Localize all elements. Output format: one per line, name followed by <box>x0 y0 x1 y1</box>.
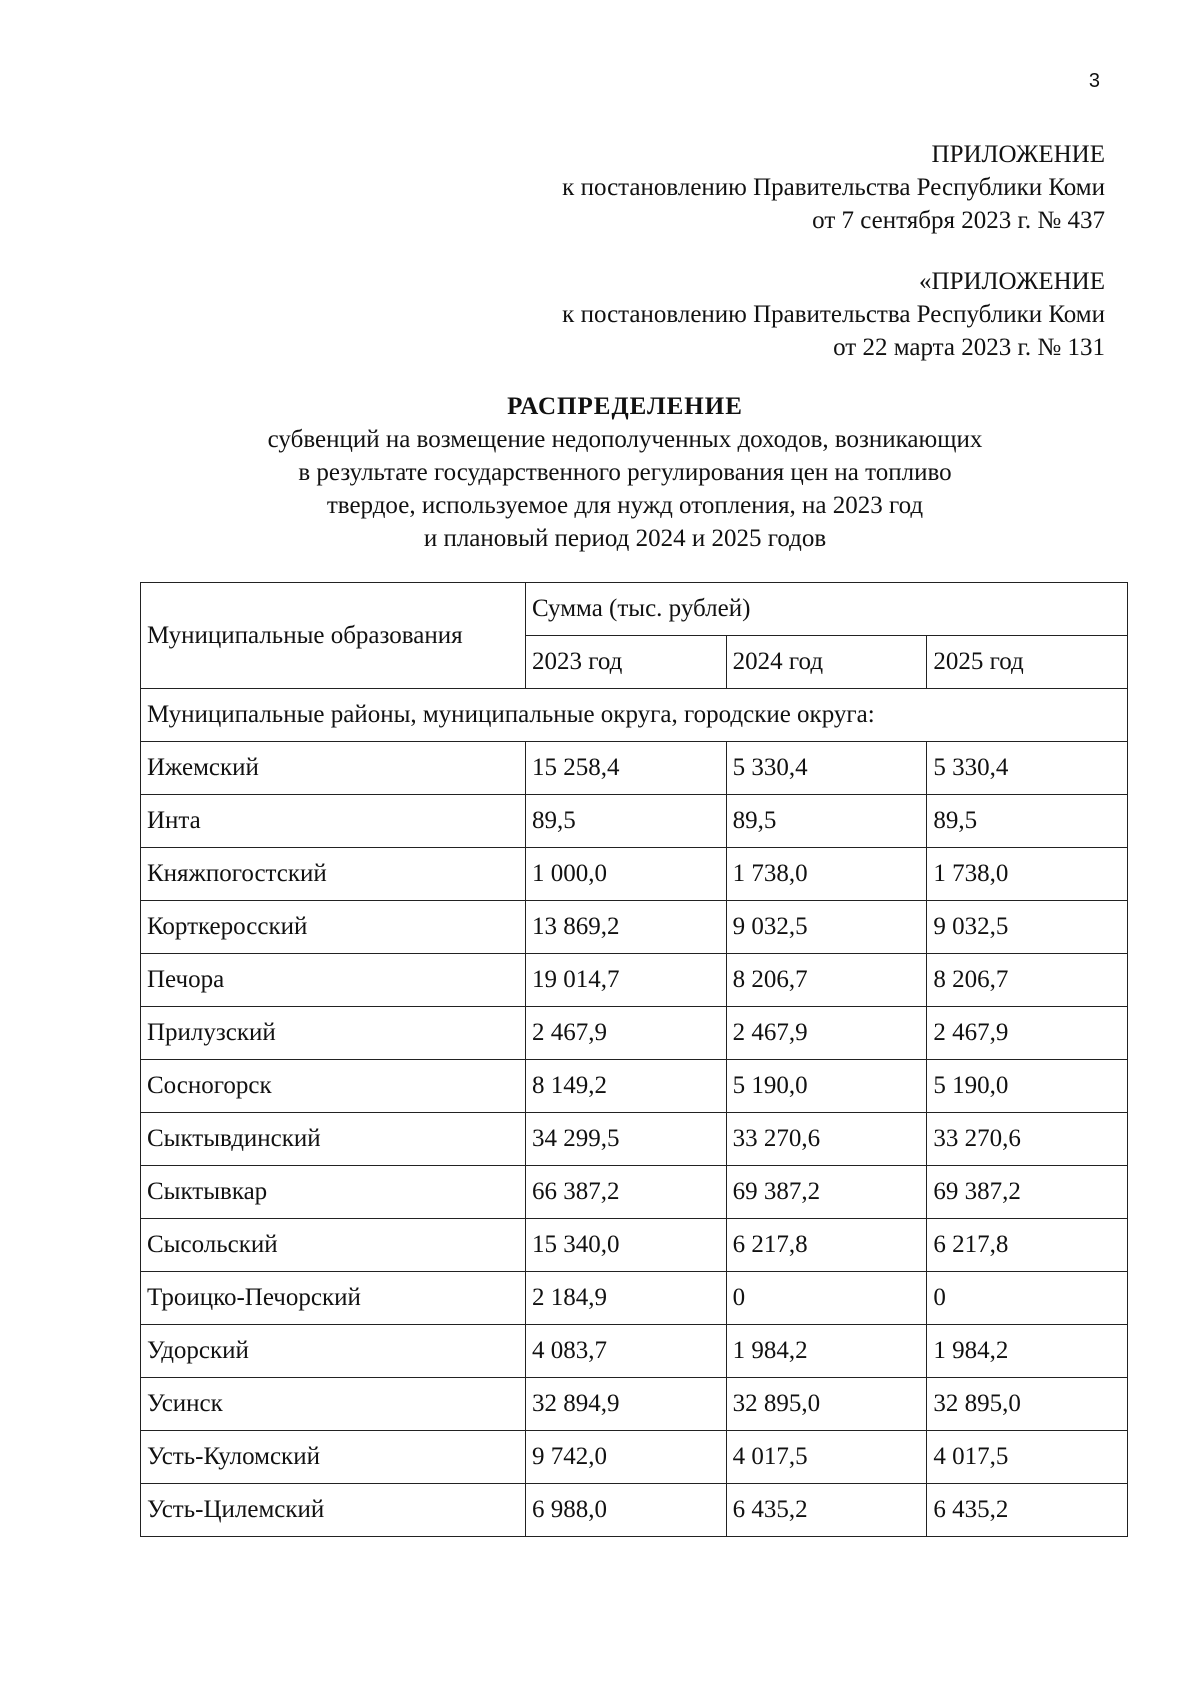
appendix-title: ПРИЛОЖЕНИЕ <box>931 141 1105 168</box>
appendix-title: «ПРИЛОЖЕНИЕ <box>919 268 1105 295</box>
page-number: 3 <box>1088 70 1100 92</box>
municipality-cell: Корткеросский <box>141 901 526 954</box>
table-row <box>141 848 1128 901</box>
value-2023-cell: 19 014,7 <box>526 954 727 1007</box>
document-title-block <box>0 390 1200 555</box>
value-2023-cell: 8 149,2 <box>526 1060 727 1113</box>
value-2024-cell: 5 190,0 <box>726 1060 927 1113</box>
value-2025-cell: 1 738,0 <box>927 848 1128 901</box>
table-row <box>141 795 1128 848</box>
municipality-cell: Усть-Цилемский <box>141 1484 526 1537</box>
value-2024-cell: 9 032,5 <box>726 901 927 954</box>
value-2024-cell: 6 217,8 <box>726 1219 927 1272</box>
value-2025-cell: 9 032,5 <box>927 901 1128 954</box>
table-row <box>141 1166 1128 1219</box>
value-2024-cell: 89,5 <box>726 795 927 848</box>
municipality-cell: Усть-Куломский <box>141 1431 526 1484</box>
document-subtitle-line: в результате государственного регулирования цен на топливо <box>298 459 952 486</box>
value-2023-cell: 1 000,0 <box>526 848 727 901</box>
municipality-cell: Печора <box>141 954 526 1007</box>
document-subtitle-line: твердое, используемое для нужд отопления, на 2023 год <box>326 492 924 519</box>
table-header <box>141 583 1128 689</box>
municipality-cell: Усинск <box>141 1378 526 1431</box>
value-2023-cell: 4 083,7 <box>526 1325 727 1378</box>
value-2023-cell: 34 299,5 <box>526 1113 727 1166</box>
value-2023-cell: 89,5 <box>526 795 727 848</box>
section-label: Муниципальные районы, муниципальные округа, городские округа: <box>141 689 1128 742</box>
appendix-header-amended <box>562 265 1105 364</box>
value-2025-cell: 69 387,2 <box>927 1166 1128 1219</box>
distribution-table <box>140 582 1128 1537</box>
value-2025-cell: 6 217,8 <box>927 1219 1128 1272</box>
value-2023-cell: 15 340,0 <box>526 1219 727 1272</box>
municipality-cell: Сысольский <box>141 1219 526 1272</box>
value-2023-cell: 66 387,2 <box>526 1166 727 1219</box>
table-row <box>141 1378 1128 1431</box>
appendix-date-number: от 22 марта 2023 г. № 131 <box>833 334 1105 361</box>
value-2025-cell: 33 270,6 <box>927 1113 1128 1166</box>
value-2025-cell: 1 984,2 <box>927 1325 1128 1378</box>
value-2025-cell: 6 435,2 <box>927 1484 1128 1537</box>
value-2024-cell: 4 017,5 <box>726 1431 927 1484</box>
municipality-cell: Ижемский <box>141 742 526 795</box>
value-2024-cell: 69 387,2 <box>726 1166 927 1219</box>
value-2024-cell: 33 270,6 <box>726 1113 927 1166</box>
value-2023-cell: 9 742,0 <box>526 1431 727 1484</box>
municipality-cell: Троицко-Печорский <box>141 1272 526 1325</box>
value-2025-cell: 2 467,9 <box>927 1007 1128 1060</box>
table-row <box>141 1113 1128 1166</box>
table-row <box>141 742 1128 795</box>
appendix-header-current <box>562 138 1105 237</box>
value-2024-cell: 1 738,0 <box>726 848 927 901</box>
municipality-cell: Сыктывдинский <box>141 1113 526 1166</box>
table-row <box>141 901 1128 954</box>
value-2025-cell: 89,5 <box>927 795 1128 848</box>
municipality-cell: Сосногорск <box>141 1060 526 1113</box>
value-2025-cell: 0 <box>927 1272 1128 1325</box>
appendix-date-number: от 7 сентября 2023 г. № 437 <box>812 207 1105 234</box>
value-2023-cell: 13 869,2 <box>526 901 727 954</box>
table-row <box>141 1219 1128 1272</box>
document-heading: РАСПРЕДЕЛЕНИЕ <box>507 393 743 420</box>
value-2024-cell: 0 <box>726 1272 927 1325</box>
column-header-year: 2023 год <box>526 636 727 689</box>
municipality-cell: Удорский <box>141 1325 526 1378</box>
municipality-cell: Инта <box>141 795 526 848</box>
municipality-cell: Сыктывкар <box>141 1166 526 1219</box>
value-2025-cell: 5 330,4 <box>927 742 1128 795</box>
value-2023-cell: 2 184,9 <box>526 1272 727 1325</box>
value-2025-cell: 4 017,5 <box>927 1431 1128 1484</box>
table-row <box>141 1484 1128 1537</box>
value-2025-cell: 32 895,0 <box>927 1378 1128 1431</box>
value-2024-cell: 32 895,0 <box>726 1378 927 1431</box>
document-subtitle-line: и плановый период 2024 и 2025 годов <box>423 525 827 552</box>
municipality-cell: Прилузский <box>141 1007 526 1060</box>
column-header-municipality: Муниципальные образования <box>141 583 526 689</box>
value-2025-cell: 5 190,0 <box>927 1060 1128 1113</box>
appendix-reference: к постановлению Правительства Республики Коми <box>562 301 1105 328</box>
value-2024-cell: 6 435,2 <box>726 1484 927 1537</box>
value-2024-cell: 8 206,7 <box>726 954 927 1007</box>
value-2023-cell: 32 894,9 <box>526 1378 727 1431</box>
municipality-cell: Княжпогостский <box>141 848 526 901</box>
value-2023-cell: 15 258,4 <box>526 742 727 795</box>
table-row <box>141 1060 1128 1113</box>
table-body <box>141 689 1128 1537</box>
value-2023-cell: 2 467,9 <box>526 1007 727 1060</box>
value-2024-cell: 2 467,9 <box>726 1007 927 1060</box>
value-2024-cell: 1 984,2 <box>726 1325 927 1378</box>
column-header-year: 2024 год <box>726 636 927 689</box>
table-row <box>141 1325 1128 1378</box>
table-row <box>141 1431 1128 1484</box>
table-row <box>141 1272 1128 1325</box>
column-header-year: 2025 год <box>927 636 1128 689</box>
table-row <box>141 954 1128 1007</box>
value-2025-cell: 8 206,7 <box>927 954 1128 1007</box>
appendix-reference: к постановлению Правительства Республики Коми <box>562 174 1105 201</box>
value-2023-cell: 6 988,0 <box>526 1484 727 1537</box>
document-subtitle-line: субвенций на возмещение недополученных доходов, возникающих <box>267 426 983 453</box>
value-2024-cell: 5 330,4 <box>726 742 927 795</box>
column-header-sum: Сумма (тыс. рублей) <box>526 583 1128 636</box>
table-row <box>141 1007 1128 1060</box>
